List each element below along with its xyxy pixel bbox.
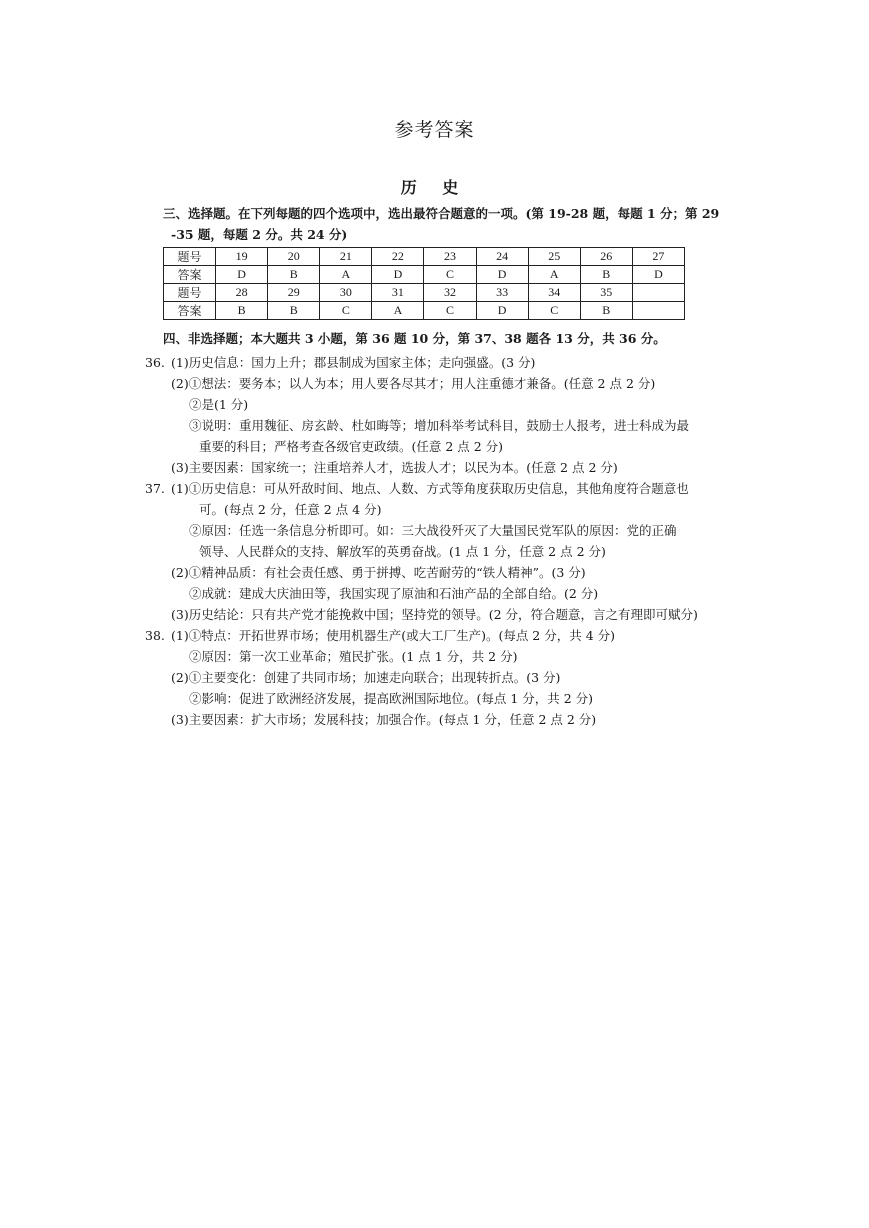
- answer-table-cell: 26: [580, 248, 632, 266]
- q38-part3: (3)主要因素：扩大市场；发展科技；加强合作。(每点 1 分，任意 2 点 2 分): [171, 712, 597, 727]
- answer-table-row: [164, 284, 685, 302]
- q37-part2: (2)①精神品质：有社会责任感、勇于拼搏、吃苦耐劳的“铁人精神”。(3 分): [171, 565, 586, 580]
- section-3-heading: [163, 203, 728, 245]
- answer-table-cell: [632, 302, 684, 320]
- answer-table-cell: 25: [528, 248, 580, 266]
- answer-table-cell: A: [528, 266, 580, 284]
- q37-part3: (3)历史结论：只有共产党才能挽救中国；坚持党的领导。(2 分，符合题意，言之有理即可赋分): [171, 607, 698, 622]
- q36-part3: (3)主要因素：国家统一；注重培养人才，选拔人才；以民为本。(任意 2 点 2 分): [171, 460, 618, 475]
- answer-table-row: [164, 302, 685, 320]
- q36-part2-item3-line2: 重要的科目；严格考查各级官吏政绩。(任意 2 点 2 分): [199, 439, 504, 454]
- answer-table-cell: 30: [320, 284, 372, 302]
- answer-table-cell: 27: [632, 248, 684, 266]
- section-3-heading-line2: -35 题，每题 2 分。共 24 分): [171, 227, 348, 242]
- answer-table-cell: B: [216, 302, 268, 320]
- answer-table-cell: A: [372, 302, 424, 320]
- answer-table-cell: 21: [320, 248, 372, 266]
- answer-table-cell: 24: [476, 248, 528, 266]
- q37-part1-line2: 可。(每点 2 分，任意 2 点 4 分): [199, 502, 382, 517]
- answer-table-cell: 31: [372, 284, 424, 302]
- answer-table-cell: D: [372, 266, 424, 284]
- subject-title: 历 史: [400, 178, 469, 197]
- answer-table-cell: A: [320, 266, 372, 284]
- answer-table-cell: C: [424, 266, 476, 284]
- answer-table-cell: 33: [476, 284, 528, 302]
- page-title: 参考答案: [394, 119, 475, 141]
- q37-part1-item2-line2: 领导、人民群众的支持、解放军的英勇奋战。(1 点 1 分，任意 2 点 2 分): [199, 544, 606, 559]
- answer-table-cell: B: [268, 302, 320, 320]
- answer-table-cell: 20: [268, 248, 320, 266]
- q36-part1-text: (1)历史信息：国力上升；郡县制成为国家主体；走向强盛。(3 分): [171, 355, 536, 370]
- q36-part1: [145, 352, 733, 373]
- answer-table-row: [164, 248, 685, 266]
- answer-table-row-label: 答案: [164, 302, 216, 320]
- q36-number: 36.: [145, 355, 165, 370]
- answer-table-cell: 28: [216, 284, 268, 302]
- q36-part2-item2: ②是(1 分): [189, 397, 249, 412]
- q37-number: 37.: [145, 481, 165, 496]
- answer-table-cell: D: [476, 302, 528, 320]
- q38-number: 38.: [145, 628, 165, 643]
- answers-block: [145, 352, 733, 730]
- answer-table-row-label: 答案: [164, 266, 216, 284]
- answer-table-row: [164, 266, 685, 284]
- q38-part2: (2)①主要变化：创建了共同市场；加速走向联合；出现转折点。(3 分): [171, 670, 561, 685]
- q38-part1: [145, 625, 733, 646]
- q38-part2-item2: ②影响：促进了欧洲经济发展，提高欧洲国际地位。(每点 1 分，共 2 分): [189, 691, 594, 706]
- answer-table-cell: B: [580, 302, 632, 320]
- q36-part2-item3-line1: ③说明：重用魏征、房玄龄、杜如晦等；增加科举考试科目，鼓励士人报考，进士科成为最: [189, 418, 690, 433]
- q36-part2: (2)①想法：要务本；以人为本；用人要各尽其才；用人注重德才兼备。(任意 2 点 2 分): [171, 376, 656, 391]
- answer-table-cell: C: [528, 302, 580, 320]
- answer-table-cell: 19: [216, 248, 268, 266]
- answer-table-cell: C: [424, 302, 476, 320]
- q37-part1: [145, 478, 733, 499]
- q37-part1-text: (1)①历史信息：可从歼敌时间、地点、人数、方式等角度获取历史信息，其他角度符合题意也: [171, 481, 689, 496]
- answer-table-cell: 22: [372, 248, 424, 266]
- q38-part1-text: (1)①特点：开拓世界市场；使用机器生产(或大工厂生产)。(每点 2 分，共 4 分): [171, 628, 616, 643]
- section-4-heading: 四、非选择题；本大题共 3 小题，第 36 题 10 分，第 37、38 题各 13 分，共 36 分。: [163, 331, 666, 346]
- answer-table-cell: 32: [424, 284, 476, 302]
- answer-table-cell: [632, 284, 684, 302]
- section-3-heading-line1: 三、选择题。在下列每题的四个选项中，选出最符合题意的一项。(第 19-28 题，每题 1 分；第 29: [163, 206, 720, 221]
- answer-table-cell: 35: [580, 284, 632, 302]
- answer-table-cell: C: [320, 302, 372, 320]
- answer-table-cell: 23: [424, 248, 476, 266]
- answer-table-cell: B: [268, 266, 320, 284]
- answer-table-cell: B: [580, 266, 632, 284]
- q37-part2-item2: ②成就：建成大庆油田等，我国实现了原油和石油产品的全部自给。(2 分): [189, 586, 599, 601]
- answer-table: [163, 247, 685, 320]
- answer-table-cell: D: [216, 266, 268, 284]
- answer-table-cell: 34: [528, 284, 580, 302]
- q37-part1-item2-line1: ②原因：任选一条信息分析即可。如：三大战役歼灭了大量国民党军队的原因：党的正确: [189, 523, 677, 538]
- answer-table-row-label: 题号: [164, 248, 216, 266]
- answer-table-cell: D: [476, 266, 528, 284]
- answer-table-row-label: 题号: [164, 284, 216, 302]
- answer-table-cell: 29: [268, 284, 320, 302]
- q38-part1-item2: ②原因：第一次工业革命；殖民扩张。(1 点 1 分，共 2 分): [189, 649, 518, 664]
- answer-table-cell: D: [632, 266, 684, 284]
